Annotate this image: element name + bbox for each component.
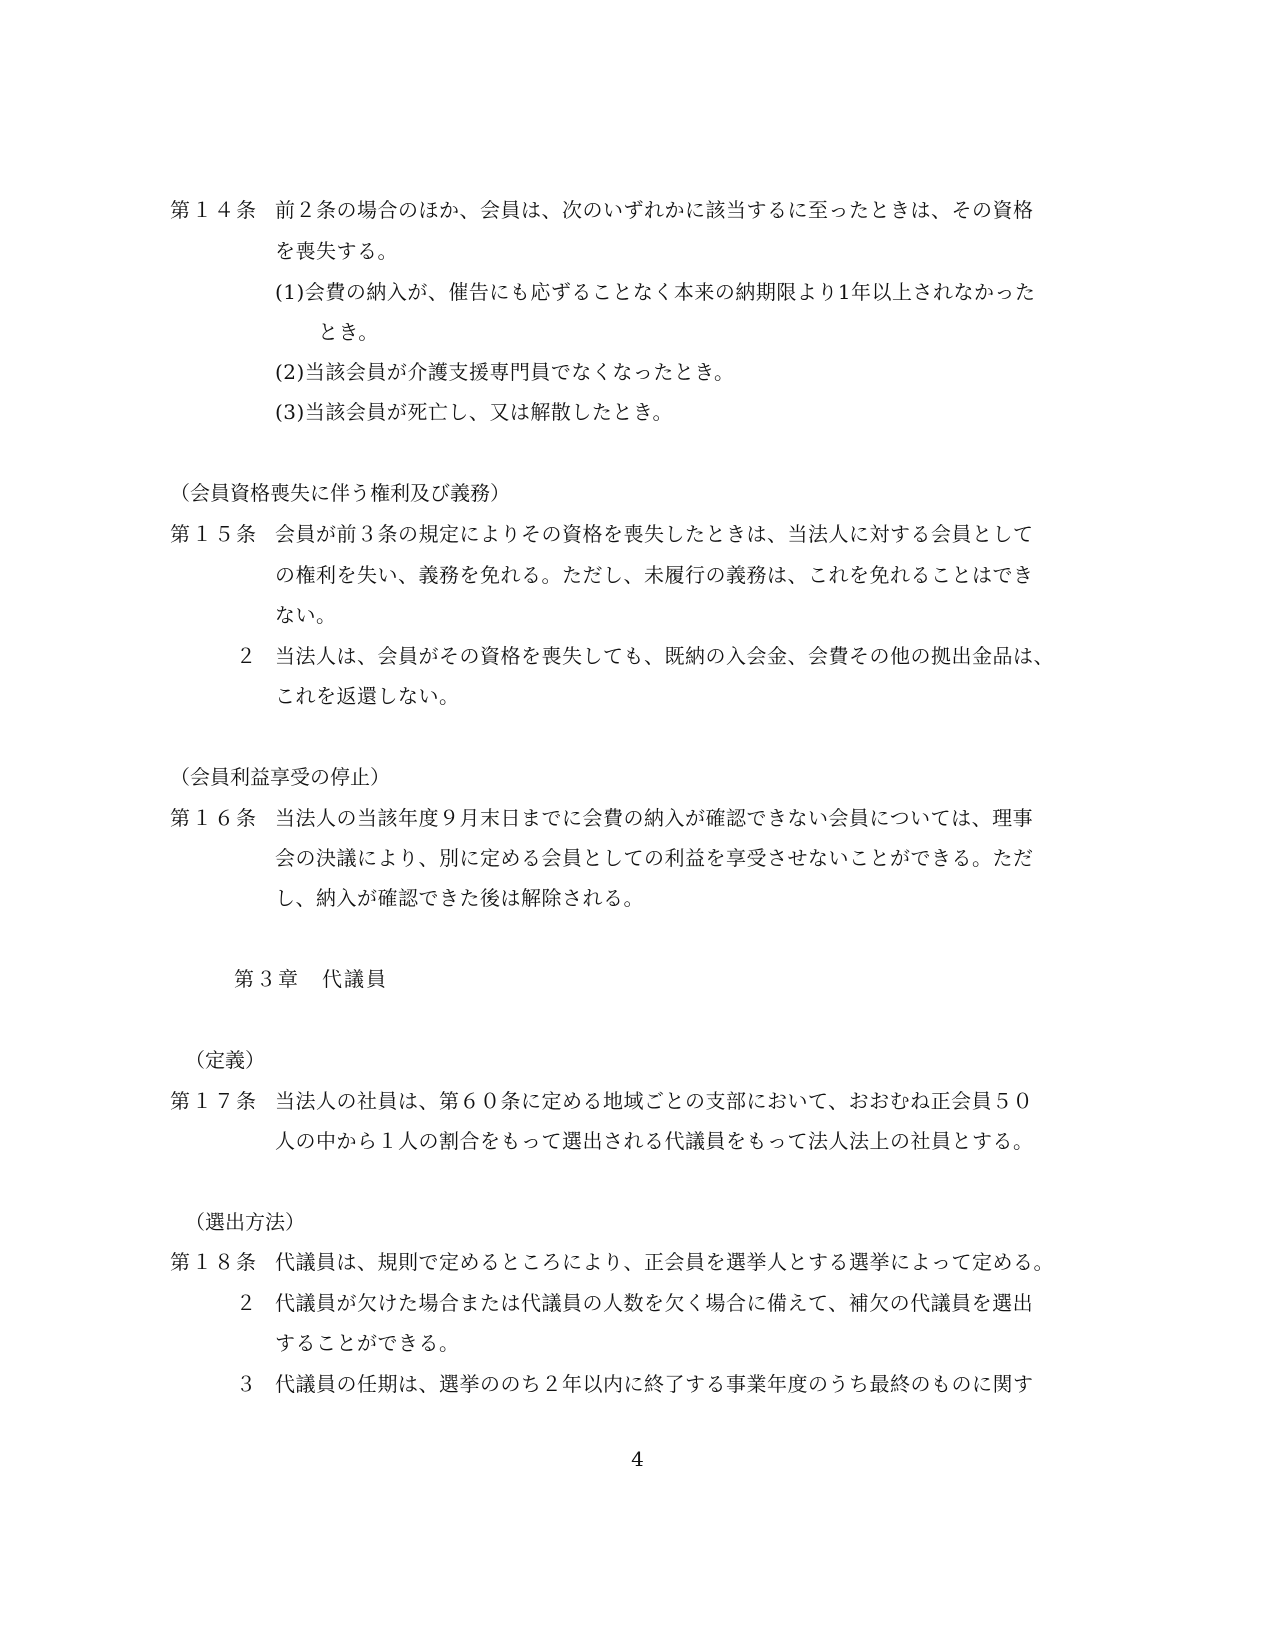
page-number: 4 [631,1447,644,1471]
article-16-number: 第１６条 [170,806,258,830]
article-15-paragraph-2-line-1: 当法人は、会員がその資格を喪失しても、既納の入会金、会費その他の拠出金品は、 [275,644,1054,668]
article-18-paragraph-2-line-2: することができる。 [275,1331,460,1355]
article-16-line-2: 会の決議により、別に定める会員としての利益を享受させないことができる。ただ [275,846,1034,870]
article-15-paragraph-2-line-2: これを返還しない。 [275,684,460,708]
article-15-caption: （会員資格喪失に伴う権利及び義務） [170,481,510,505]
article-17-line-1: 当法人の社員は、第６０条に定める地域ごとの支部において、おおむね正会員５０ [275,1089,1034,1113]
chapter-3-heading: 第３章 代議員 [234,967,388,991]
article-17-line-2: 人の中から１人の割合をもって選出される代議員をもって法人法上の社員とする。 [275,1129,1034,1153]
article-15-paragraph-2-number: ２ [236,644,256,668]
article-18-paragraph-2-number: ２ [236,1291,256,1315]
article-16-line-3: し、納入が確認できた後は解除される。 [275,886,644,910]
article-18-line-1: 代議員は、規則で定めるところにより、正会員を選挙人とする選挙によって定める。 [275,1250,1054,1274]
article-14-number: 第１４条 [170,198,258,222]
article-14-line-2: を喪失する。 [275,239,398,263]
article-18-paragraph-3-number: ３ [236,1372,256,1396]
article-17-number: 第１７条 [170,1089,258,1113]
article-14-item-1: (1)会費の納入が、催告にも応ずることなく本来の納期限より1年以上されなかった [275,280,1036,304]
article-15-line-1: 会員が前３条の規定によりその資格を喪失したときは、当法人に対する会員として [275,522,1034,546]
article-14-line-1: 前２条の場合のほか、会員は、次のいずれかに該当するに至ったときは、その資格 [275,198,1034,222]
article-15-number: 第１５条 [170,522,258,546]
article-17-caption: （定義） [185,1048,265,1072]
article-18-caption: （選出方法） [185,1210,305,1234]
article-14-item-2: (2)当該会員が介護支援専門員でなくなったとき。 [275,360,735,384]
article-15-line-2: の権利を失い、義務を免れる。ただし、未履行の義務は、これを免れることはでき [275,563,1034,587]
article-16-caption: （会員利益享受の停止） [170,765,390,789]
article-16-line-1: 当法人の当該年度９月末日までに会費の納入が確認できない会員については、理事 [275,806,1034,830]
article-14-item-1-cont: とき。 [318,320,379,344]
article-18-number: 第１８条 [170,1250,258,1274]
article-18-paragraph-3-line-1: 代議員の任期は、選挙ののち２年以内に終了する事業年度のうち最終のものに関す [275,1372,1034,1396]
article-14-item-3: (3)当該会員が死亡し、又は解散したとき。 [275,400,674,424]
article-15-line-3: ない。 [275,603,337,627]
article-18-paragraph-2-line-1: 代議員が欠けた場合または代議員の人数を欠く場合に備えて、補欠の代議員を選出 [275,1291,1034,1315]
